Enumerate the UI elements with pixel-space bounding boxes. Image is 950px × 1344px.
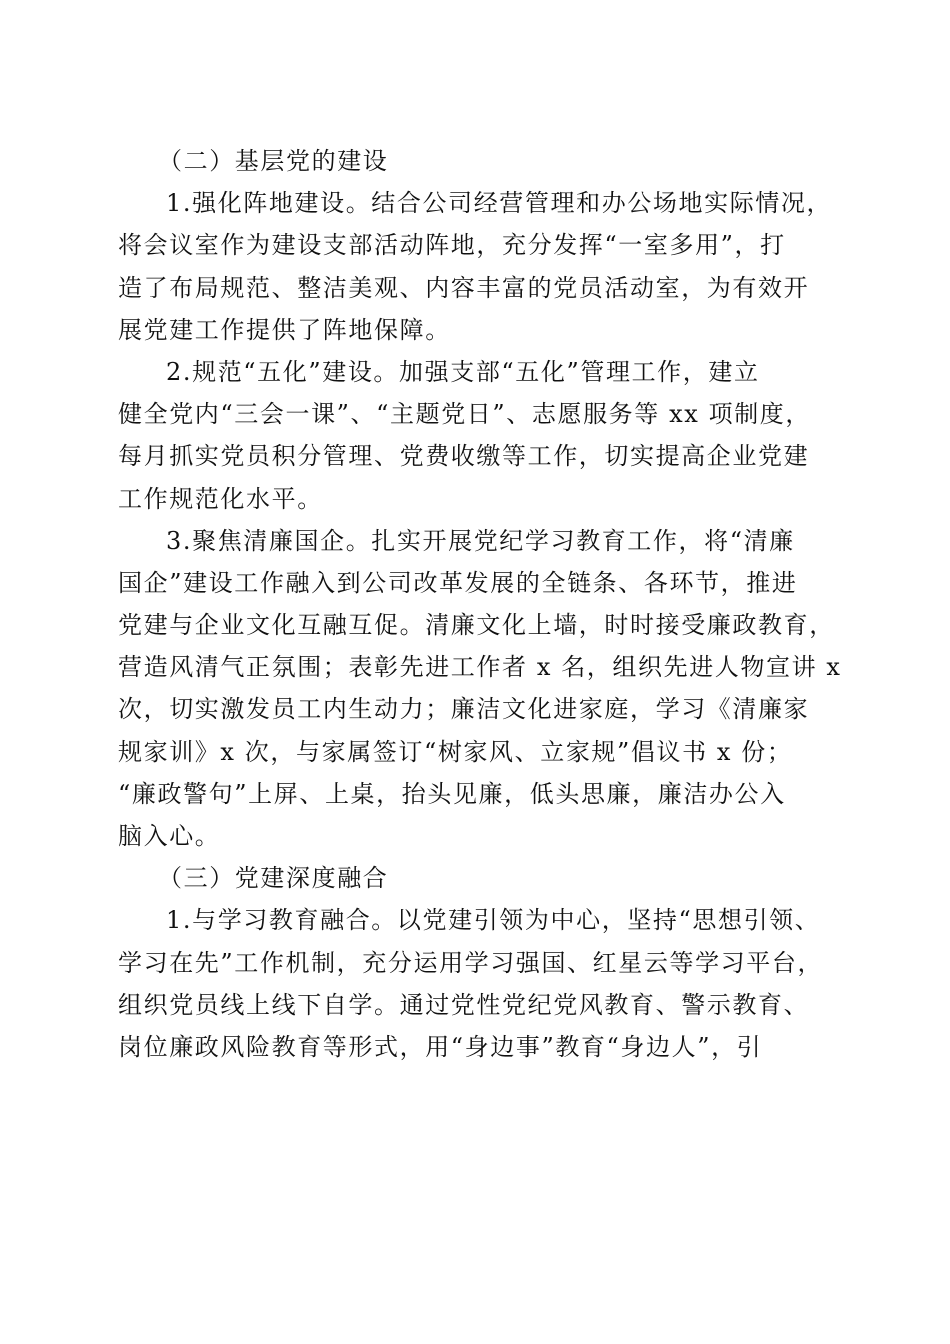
paragraph-line: 岗位廉政风险教育等形式，用“身边事”教育“身边人”，引 [118, 1032, 763, 1061]
paragraph-line: “廉政警句”上屏、上桌，抬头见廉，低头思廉，廉洁办公入 [118, 779, 786, 808]
paragraph-line: 工作规范化水平。 [118, 484, 323, 513]
paragraph-line: 2.规范“五化”建设。加强支部“五化”管理工作，建立 [166, 357, 760, 386]
paragraph-line: 每月抓实党员积分管理、党费收缴等工作，切实提高企业党建 [118, 442, 810, 471]
paragraph-line: 规家训》x 次，与家属签订“树家风、立家规”倡议书 x 份； [118, 737, 793, 766]
section-heading-2: （二）基层党的建设 [158, 147, 389, 175]
paragraph-line: 营造风清气正氛围；表彰先进工作者 x 名，组织先进人物宣讲 x [118, 653, 842, 682]
paragraph-line: 组织党员线上线下自学。通过党性党纪党风教育、警示教育、 [118, 990, 810, 1019]
paragraph-line: 学习在先”工作机制，充分运用学习强国、红星云等学习平台， [118, 948, 824, 977]
paragraph-line: 3.聚焦清廉国企。扎实开展党纪学习教育工作，将“清廉 [166, 526, 795, 555]
document-body [118, 140, 842, 1068]
paragraph-line: 将会议室作为建设支部活动阵地，充分发挥“一室多用”，打 [118, 231, 786, 260]
paragraph-line: 1.强化阵地建设。结合公司经营管理和办公场地实际情况， [166, 189, 833, 218]
paragraph-2 [118, 351, 838, 520]
paragraph-line: 党建与企业文化互融互促。清廉文化上墙，时时接受廉政教育， [118, 611, 835, 640]
paragraph-line: 造了布局规范、整洁美观、内容丰富的党员活动室，为有效开 [118, 273, 810, 302]
paragraph-4 [118, 899, 838, 1068]
paragraph-1 [118, 182, 838, 351]
section-heading-3: （三）党建深度融合 [158, 864, 389, 893]
paragraph-3 [118, 520, 842, 858]
paragraph-line: 展党建工作提供了阵地保障。 [118, 315, 451, 344]
paragraph-line: 国企”建设工作融入到公司改革发展的全链条、各环节，推进 [118, 568, 798, 597]
paragraph-line: 1.与学习教育融合。以党建引领为中心，坚持“思想引领、 [166, 906, 821, 935]
paragraph-line: 次，切实激发员工内生动力；廉洁文化进家庭，学习《清廉家 [118, 695, 810, 724]
paragraph-line: 健全党内“三会一课”、“主题党日”、志愿服务等 xx 项制度， [118, 400, 812, 429]
paragraph-line: 脑入心。 [118, 822, 221, 850]
